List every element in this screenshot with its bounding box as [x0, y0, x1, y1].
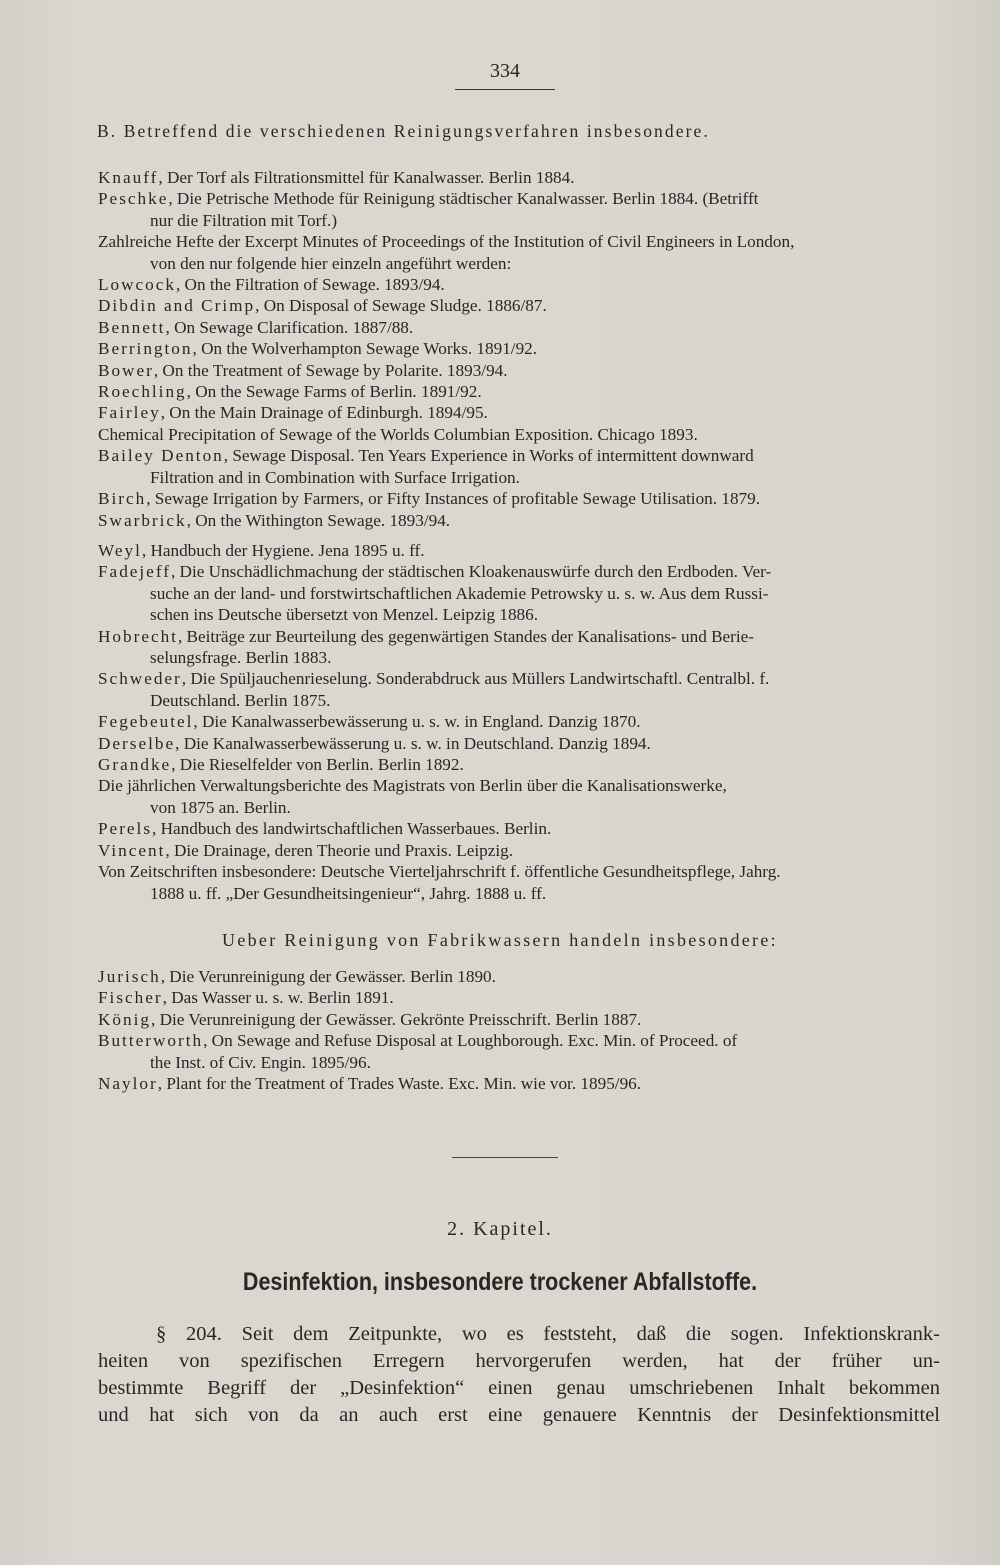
chapter-label: 2. Kapitel. [447, 1218, 553, 1240]
bibliography-entry [98, 966, 938, 987]
bibliography-entry [98, 733, 938, 754]
entry-author: Derselbe [98, 733, 176, 753]
entry-text: , Der Torf als Filtrationsmittel für Kanalwasser. Berlin 1884. [158, 168, 575, 187]
section-heading: B. Betreffend die verschiedenen Reinigungsverfahren insbesondere. [97, 121, 710, 141]
sub-heading: Ueber Reinigung von Fabrikwassern handeln insbesondere: [222, 930, 778, 950]
entry-author: Jurisch [98, 967, 161, 986]
entry-text: , On the Treatment of Sewage by Polarite. 1893/94. [153, 360, 508, 380]
entry-author: Hobrecht [98, 626, 178, 646]
entry-author: Knauff [98, 168, 159, 187]
entry-author: Peschke [98, 189, 169, 209]
entry-text: , Sewage Irrigation by Farmers, or Fifty Instances of profitable Sewage Utilisation. 1879. [146, 489, 761, 509]
entry-text: Chemical Precipitation of Sewage of the Worlds Columbian Exposition. Chicago 1893. [98, 424, 698, 444]
entry-text: , Die Rieselfelder von Berlin. Berlin 1892. [171, 755, 464, 775]
entry-author: Weyl [98, 541, 142, 560]
entry-continuation: the Inst. of Civ. Engin. 1895/96. [150, 1052, 371, 1072]
entry-text: , On the Main Drainage of Edinburgh. 1894/95. [160, 403, 488, 423]
entry-text: , Beiträge zur Beurteilung des gegenwärtigen Standes der Kanalisations- und Berie- [177, 626, 755, 646]
bibliography-entry [98, 861, 938, 904]
entry-text: , On Disposal of Sewage Sludge. 1886/87. [255, 296, 547, 316]
bibliography-entry [98, 711, 938, 732]
entry-text: , On the Sewage Farms of Berlin. 1891/92. [186, 382, 482, 402]
entry-text: Von Zeitschriften insbesondere: Deutsche Vierteljahrschrift f. öffentliche Gesundheitspflege, Jahrg. [98, 862, 781, 882]
page-number: 334 [455, 60, 555, 90]
chapter-title: Desinfektion, insbesondere trockener Abfallstoffe. [242, 1268, 758, 1296]
entry-author: Bailey Denton [98, 446, 224, 466]
entry-text: , Das Wasser u. s. w. Berlin 1891. [162, 988, 394, 1008]
body-paragraph [98, 1321, 940, 1429]
entry-author: Fegebeutel [98, 712, 194, 732]
entry-author: Schweder [98, 669, 182, 689]
bibliography-entry [98, 360, 938, 381]
entry-author: Grandke [98, 755, 172, 775]
bibliography-entry [98, 840, 938, 861]
paragraph-line: § 204. Seit dem Zeitpunkte, wo es feststeht, daß die sogen. Infektionskrank- [156, 1323, 940, 1345]
entry-author: Bennett [98, 317, 166, 337]
bibliography-entry [98, 754, 938, 775]
bibliography-list-1 [98, 167, 938, 531]
entry-text: , On the Wolverhampton Sewage Works. 1891/92. [192, 339, 538, 359]
entry-continuation: von den nur folgende hier einzeln angeführt werden: [150, 253, 512, 273]
entry-author: Vincent [98, 840, 166, 860]
entry-author: Roechling [98, 382, 187, 402]
bibliography-entry [98, 540, 938, 561]
bibliography-entry [98, 1009, 938, 1030]
entry-author: Fairley [98, 403, 161, 423]
bibliography-entry [98, 188, 938, 231]
bibliography-entry [98, 338, 938, 359]
bibliography-entry [98, 231, 938, 274]
section-divider [452, 1157, 558, 1158]
bibliography-entry [98, 488, 938, 509]
entry-continuation: Filtration and in Combination with Surface Irrigation. [150, 467, 520, 487]
entry-author: Naylor [98, 1074, 158, 1094]
entry-author: Bower [98, 360, 154, 380]
entry-author: Berrington [98, 339, 193, 359]
entry-continuation: selungsfrage. Berlin 1883. [150, 648, 332, 668]
entry-author: Fischer [98, 988, 163, 1008]
entry-continuation: nur die Filtration mit Torf.) [150, 210, 338, 230]
entry-text: , On the Filtration of Sewage. 1893/94. [175, 275, 445, 295]
bibliography-entry [98, 626, 938, 669]
entry-author: Perels [98, 819, 153, 839]
entry-text: , Die Verunreinigung der Gewässer. Gekrönte Preisschrift. Berlin 1887. [150, 1009, 642, 1029]
entry-text: , Handbuch des landwirtschaftlichen Wasserbaues. Berlin. [152, 819, 552, 839]
entry-continuation: von 1875 an. Berlin. [150, 797, 291, 817]
bibliography-entry [98, 402, 938, 423]
paragraph-line: und hat sich von da an auch erst eine genauere Kenntnis der Desinfektionsmittel [98, 1404, 940, 1426]
entry-author: Birch [98, 489, 147, 509]
entry-text: , Die Unschädlichmachung der städtischen Kloakenauswürfe durch den Erdboden. Ver- [170, 562, 772, 582]
entry-text: , On Sewage Clarification. 1887/88. [165, 317, 414, 337]
entry-text: , Die Drainage, deren Theorie und Praxis. Leipzig. [165, 840, 513, 860]
entry-text: Die jährlichen Verwaltungsberichte des Magistrats von Berlin über die Kanalisationswerke, [98, 776, 727, 796]
entry-text: , Die Verunreinigung der Gewässer. Berlin 1890. [160, 967, 496, 986]
entry-author: Fadejeff [98, 562, 171, 582]
bibliography-entry [98, 317, 938, 338]
entry-text: , Die Petrische Methode für Reinigung städtischer Kanalwasser. Berlin 1884. (Betrifft [168, 189, 759, 209]
entry-text: , On the Withington Sewage. 1893/94. [186, 510, 451, 530]
entry-text: , Die Kanalwasserbewässerung u. s. w. in Deutschland. Danzig 1894. [175, 733, 651, 753]
entry-text: , Handbuch der Hygiene. Jena 1895 u. ff. [141, 541, 425, 560]
bibliography-entry [98, 1030, 938, 1073]
entry-continuation: schen ins Deutsche übersetzt von Menzel. Leipzig 1886. [150, 605, 539, 625]
entry-text: , On Sewage and Refuse Disposal at Loughborough. Exc. Min. of Proceed. of [203, 1031, 738, 1051]
entry-text: , Plant for the Treatment of Trades Waste. Exc. Min. wie vor. 1895/96. [157, 1074, 642, 1094]
entry-author: Swarbrick [98, 510, 187, 530]
bibliography-entry [98, 1073, 938, 1094]
bibliography-entry [98, 668, 938, 711]
entry-text: , Die Spüljauchenrieselung. Sonderabdruck aus Müllers Landwirtschaftl. Centralbl. f. [181, 669, 770, 689]
bibliography-entry [98, 987, 938, 1008]
paragraph-line: bestimmte Begriff der „Desinfektion“ einen genau umschriebenen Inhalt bekommen [98, 1377, 940, 1399]
entry-author: Dibdin and Crimp [98, 296, 256, 316]
bibliography-entry [98, 381, 938, 402]
entry-author: Butterworth [98, 1031, 204, 1051]
bibliography-entry [98, 775, 938, 818]
paragraph-line: heiten von spezifischen Erregern hervorgerufen werden, hat der früher un- [98, 1350, 940, 1372]
bibliography-entry [98, 167, 938, 188]
bibliography-entry [98, 818, 938, 839]
entry-continuation: 1888 u. ff. „Der Gesundheitsingenieur“, Jahrg. 1888 u. ff. [150, 883, 547, 903]
bibliography-entry [98, 274, 938, 295]
entry-text: Zahlreiche Hefte der Excerpt Minutes of Proceedings of the Institution of Civil Engineers in London, [98, 232, 795, 252]
bibliography-entry [98, 510, 938, 531]
entry-continuation: Deutschland. Berlin 1875. [150, 690, 331, 710]
entry-text: , Sewage Disposal. Ten Years Experience in Works of intermittent downward [223, 446, 754, 466]
bibliography-entry [98, 295, 938, 316]
entry-author: Lowcock [98, 275, 176, 295]
entry-text: , Die Kanalwasserbewässerung u. s. w. in England. Danzig 1870. [193, 712, 641, 732]
bibliography-entry [98, 424, 938, 445]
bibliography-entry [98, 445, 938, 488]
bibliography-list-2 [98, 540, 938, 904]
entry-author: König [98, 1009, 151, 1029]
bibliography-entry [98, 561, 938, 625]
bibliography-list-3 [98, 966, 938, 1094]
entry-continuation: suche an der land- und forstwirtschaftlichen Akademie Petrowsky u. s. w. Aus dem Russi- [150, 583, 769, 603]
